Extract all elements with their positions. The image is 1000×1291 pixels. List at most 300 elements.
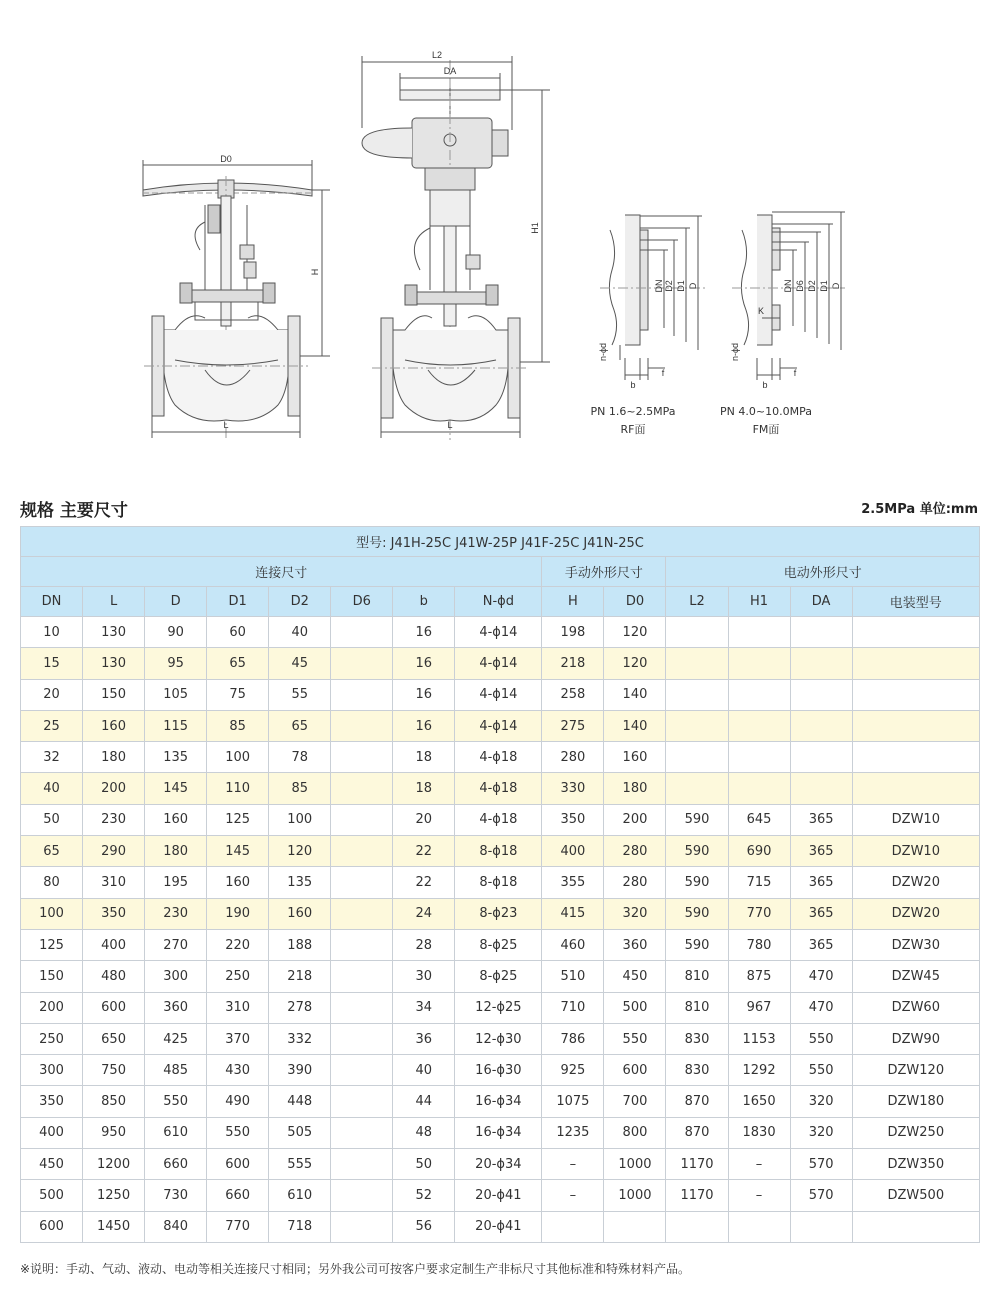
label-rf-nd: n-ϕd: [598, 342, 608, 362]
table-cell: 470: [790, 992, 852, 1023]
table-cell: 360: [604, 929, 666, 960]
table-cell: 20: [393, 804, 455, 835]
table-cell: 470: [790, 961, 852, 992]
table-cell: 850: [83, 1086, 145, 1117]
table-cell: 160: [269, 898, 331, 929]
table-cell: 1235: [542, 1117, 604, 1148]
table-cell: 45: [269, 648, 331, 679]
table-cell: 60: [207, 617, 269, 648]
table-cell: 16: [393, 710, 455, 741]
table-cell: [331, 1055, 393, 1086]
table-cell: 110: [207, 773, 269, 804]
table-cell: DZW30: [852, 929, 979, 960]
table-cell: [604, 1211, 666, 1242]
label-rf-d: D: [688, 282, 698, 290]
table-cell: 120: [604, 648, 666, 679]
label-rf-f: f: [661, 368, 665, 378]
table-cell: 320: [790, 1117, 852, 1148]
table-cell: 370: [207, 1023, 269, 1054]
table-cell: 120: [269, 836, 331, 867]
column-header: N-ϕd: [455, 587, 542, 617]
table-cell: [852, 773, 979, 804]
table-cell: 365: [790, 898, 852, 929]
table-cell: [852, 679, 979, 710]
table-cell: 16-ϕ30: [455, 1055, 542, 1086]
table-cell: 650: [83, 1023, 145, 1054]
column-header: DA: [790, 587, 852, 617]
table-cell: 300: [21, 1055, 83, 1086]
table-cell: 270: [145, 929, 207, 960]
table-cell: DZW120: [852, 1055, 979, 1086]
table-cell: 448: [269, 1086, 331, 1117]
fm-flange-drawing: [732, 212, 845, 380]
table-cell: 600: [21, 1211, 83, 1242]
table-cell: [790, 773, 852, 804]
table-cell: 160: [207, 867, 269, 898]
table-cell: 570: [790, 1149, 852, 1180]
table-row: [21, 1211, 980, 1242]
table-cell: 278: [269, 992, 331, 1023]
pressure-unit-label: 2.5MPa 单位:mm: [861, 502, 978, 517]
table-cell: 430: [207, 1055, 269, 1086]
table-cell: 218: [269, 961, 331, 992]
table-cell: 1650: [728, 1086, 790, 1117]
label-d0: D0: [220, 154, 232, 164]
table-cell: 550: [790, 1023, 852, 1054]
table-cell: [331, 617, 393, 648]
table-cell: 1170: [666, 1180, 728, 1211]
table-cell: DZW90: [852, 1023, 979, 1054]
table-cell: 4-ϕ18: [455, 742, 542, 773]
table-cell: [666, 679, 728, 710]
table-cell: 400: [83, 929, 145, 960]
label-fm-k: K: [757, 306, 765, 316]
column-header: D: [145, 587, 207, 617]
table-cell: 460: [542, 929, 604, 960]
table-cell: 28: [393, 929, 455, 960]
label-fm-f: f: [793, 368, 797, 378]
table-cell: [331, 1149, 393, 1180]
fm-face-caption: FM面: [752, 423, 780, 436]
table-cell: 48: [393, 1117, 455, 1148]
table-cell: 195: [145, 867, 207, 898]
table-row: [21, 742, 980, 773]
table-cell: [666, 1211, 728, 1242]
table-cell: 710: [542, 992, 604, 1023]
column-header: D0: [604, 587, 666, 617]
label-rf-b: b: [630, 380, 636, 390]
column-header: b: [393, 587, 455, 617]
label-rf-dn: DN: [654, 279, 664, 293]
table-cell: [331, 1211, 393, 1242]
table-row: [21, 679, 980, 710]
table-cell: [331, 1117, 393, 1148]
label-rf-d2: D2: [664, 280, 674, 292]
table-cell: 188: [269, 929, 331, 960]
column-header: H: [542, 587, 604, 617]
manual-valve-drawing: [143, 160, 330, 440]
table-cell: 350: [542, 804, 604, 835]
table-cell: 1292: [728, 1055, 790, 1086]
table-cell: 4-ϕ14: [455, 679, 542, 710]
table-cell: –: [728, 1180, 790, 1211]
table-cell: 280: [542, 742, 604, 773]
table-cell: 1450: [83, 1211, 145, 1242]
table-cell: DZW45: [852, 961, 979, 992]
footnote: ※说明：手动、气动、液动、电动等相关连接尺寸相同；另外我公司可按客户要求定制生产非标尺寸其他标准和特殊材料产品。: [20, 1262, 691, 1276]
table-cell: [790, 742, 852, 773]
table-cell: 90: [145, 617, 207, 648]
table-cell: 660: [207, 1180, 269, 1211]
table-cell: 485: [145, 1055, 207, 1086]
table-cell: 715: [728, 867, 790, 898]
table-cell: 4-ϕ18: [455, 773, 542, 804]
table-cell: 160: [604, 742, 666, 773]
table-cell: [666, 710, 728, 741]
table-cell: 8-ϕ25: [455, 961, 542, 992]
table-cell: 275: [542, 710, 604, 741]
table-cell: 480: [83, 961, 145, 992]
table-cell: [331, 1180, 393, 1211]
table-row: [21, 836, 980, 867]
table-cell: 140: [604, 679, 666, 710]
table-cell: 925: [542, 1055, 604, 1086]
table-cell: 950: [83, 1117, 145, 1148]
table-row: [21, 648, 980, 679]
table-cell: 400: [542, 836, 604, 867]
table-cell: 160: [83, 710, 145, 741]
table-row: [21, 773, 980, 804]
table-cell: 135: [269, 867, 331, 898]
table-cell: [331, 898, 393, 929]
label-l-electric: L: [447, 420, 453, 430]
table-cell: 100: [269, 804, 331, 835]
table-cell: 870: [666, 1086, 728, 1117]
table-cell: [666, 773, 728, 804]
table-cell: 4-ϕ14: [455, 617, 542, 648]
column-header: D2: [269, 587, 331, 617]
table-cell: 600: [604, 1055, 666, 1086]
table-cell: 555: [269, 1149, 331, 1180]
table-cell: DZW20: [852, 867, 979, 898]
table-row: [21, 1023, 980, 1054]
table-cell: 390: [269, 1055, 331, 1086]
table-cell: 350: [21, 1086, 83, 1117]
table-cell: 1000: [604, 1149, 666, 1180]
table-cell: [666, 742, 728, 773]
label-fm-b: b: [762, 380, 768, 390]
table-cell: [331, 648, 393, 679]
table-cell: 355: [542, 867, 604, 898]
label-da: DA: [443, 66, 457, 76]
table-cell: DZW60: [852, 992, 979, 1023]
column-header: 电装型号: [852, 587, 979, 617]
table-cell: 800: [604, 1117, 666, 1148]
table-cell: 20-ϕ41: [455, 1180, 542, 1211]
column-header: D1: [207, 587, 269, 617]
table-cell: 510: [542, 961, 604, 992]
label-h1: H1: [530, 222, 540, 234]
table-cell: 200: [83, 773, 145, 804]
table-cell: 718: [269, 1211, 331, 1242]
table-cell: 34: [393, 992, 455, 1023]
table-row: [21, 1149, 980, 1180]
table-body: [21, 617, 980, 1243]
table-cell: 875: [728, 961, 790, 992]
table-row: [21, 710, 980, 741]
column-header: D6: [331, 587, 393, 617]
table-cell: [790, 1211, 852, 1242]
table-cell: 160: [145, 804, 207, 835]
table-cell: 280: [604, 836, 666, 867]
table-cell: 610: [145, 1117, 207, 1148]
table-cell: 330: [542, 773, 604, 804]
table-cell: 750: [83, 1055, 145, 1086]
table-cell: 1153: [728, 1023, 790, 1054]
table-cell: DZW10: [852, 804, 979, 835]
table-cell: 24: [393, 898, 455, 929]
table-cell: 85: [269, 773, 331, 804]
table-cell: 56: [393, 1211, 455, 1242]
column-header: DN: [21, 587, 83, 617]
table-cell: 16: [393, 617, 455, 648]
table-cell: –: [542, 1180, 604, 1211]
table-cell: 12-ϕ30: [455, 1023, 542, 1054]
table-cell: [331, 961, 393, 992]
table-cell: 332: [269, 1023, 331, 1054]
table-cell: 600: [207, 1149, 269, 1180]
table-row: [21, 867, 980, 898]
table-cell: 690: [728, 836, 790, 867]
table-cell: 250: [207, 961, 269, 992]
table-cell: 220: [207, 929, 269, 960]
column-header: L2: [666, 587, 728, 617]
table-cell: DZW500: [852, 1180, 979, 1211]
table-cell: 40: [393, 1055, 455, 1086]
table-cell: 100: [21, 898, 83, 929]
table-cell: 870: [666, 1117, 728, 1148]
table-cell: 50: [21, 804, 83, 835]
group-manual-dims: 手动外形尺寸: [542, 557, 666, 587]
table-cell: 25: [21, 710, 83, 741]
table-cell: [852, 1211, 979, 1242]
table-cell: 425: [145, 1023, 207, 1054]
table-cell: 80: [21, 867, 83, 898]
table-cell: 198: [542, 617, 604, 648]
table-cell: [542, 1211, 604, 1242]
table-cell: 12-ϕ25: [455, 992, 542, 1023]
table-cell: 660: [145, 1149, 207, 1180]
table-cell: [790, 648, 852, 679]
table-cell: 1170: [666, 1149, 728, 1180]
table-cell: 1250: [83, 1180, 145, 1211]
table-cell: 150: [83, 679, 145, 710]
table-cell: 490: [207, 1086, 269, 1117]
table-cell: 22: [393, 836, 455, 867]
table-cell: 200: [604, 804, 666, 835]
table-cell: 8-ϕ25: [455, 929, 542, 960]
table-cell: 450: [21, 1149, 83, 1180]
table-cell: 365: [790, 804, 852, 835]
table-cell: 365: [790, 867, 852, 898]
table-cell: 786: [542, 1023, 604, 1054]
table-cell: DZW10: [852, 836, 979, 867]
table-cell: 40: [21, 773, 83, 804]
valve-drawings-svg: [0, 0, 1000, 470]
label-fm-dn: DN: [783, 279, 793, 293]
label-rf-d1: D1: [676, 280, 686, 292]
table-cell: [790, 679, 852, 710]
table-cell: 230: [83, 804, 145, 835]
table-cell: [728, 679, 790, 710]
table-cell: 130: [83, 648, 145, 679]
table-cell: [790, 617, 852, 648]
table-cell: 320: [604, 898, 666, 929]
table-cell: 600: [83, 992, 145, 1023]
table-cell: [728, 617, 790, 648]
table-cell: 967: [728, 992, 790, 1023]
table-cell: 15: [21, 648, 83, 679]
table-cell: 415: [542, 898, 604, 929]
table-cell: 590: [666, 898, 728, 929]
table-cell: 120: [604, 617, 666, 648]
table-cell: DZW350: [852, 1149, 979, 1180]
table-cell: 770: [728, 898, 790, 929]
table-cell: 730: [145, 1180, 207, 1211]
table-row: [21, 617, 980, 648]
label-fm-d6: D6: [795, 280, 805, 292]
table-cell: 8-ϕ23: [455, 898, 542, 929]
table-cell: 590: [666, 867, 728, 898]
table-cell: 590: [666, 804, 728, 835]
table-cell: 135: [145, 742, 207, 773]
table-cell: 150: [21, 961, 83, 992]
table-row: [21, 1180, 980, 1211]
table-cell: 78: [269, 742, 331, 773]
rf-pressure-caption: PN 1.6~2.5MPa: [590, 405, 676, 418]
table-cell: 500: [604, 992, 666, 1023]
table-cell: –: [728, 1149, 790, 1180]
table-cell: 1200: [83, 1149, 145, 1180]
table-cell: 65: [207, 648, 269, 679]
table-cell: –: [542, 1149, 604, 1180]
table-cell: 280: [604, 867, 666, 898]
table-cell: 190: [207, 898, 269, 929]
table-cell: 22: [393, 867, 455, 898]
table-cell: 810: [666, 992, 728, 1023]
table-cell: 505: [269, 1117, 331, 1148]
table-cell: 65: [269, 710, 331, 741]
table-cell: 550: [604, 1023, 666, 1054]
label-fm-d2: D2: [807, 280, 817, 292]
table-cell: 610: [269, 1180, 331, 1211]
table-cell: [331, 836, 393, 867]
table-cell: 115: [145, 710, 207, 741]
table-cell: [852, 742, 979, 773]
table-cell: 1075: [542, 1086, 604, 1117]
table-cell: 780: [728, 929, 790, 960]
table-cell: DZW20: [852, 898, 979, 929]
table-cell: 550: [790, 1055, 852, 1086]
table-cell: 645: [728, 804, 790, 835]
table-cell: 105: [145, 679, 207, 710]
label-fm-nd: n-ϕd: [730, 342, 740, 362]
table-cell: 1830: [728, 1117, 790, 1148]
table-cell: 16: [393, 679, 455, 710]
fm-pressure-caption: PN 4.0~10.0MPa: [720, 405, 812, 418]
table-cell: [331, 867, 393, 898]
column-header-row: [21, 587, 980, 617]
table-cell: 360: [145, 992, 207, 1023]
table-cell: 320: [790, 1086, 852, 1117]
table-row: [21, 1117, 980, 1148]
label-h: H: [310, 268, 320, 276]
section-title: 规格 主要尺寸: [20, 501, 128, 521]
table-cell: DZW250: [852, 1117, 979, 1148]
group-electric-dims: 电动外形尺寸: [666, 557, 980, 587]
table-cell: 180: [83, 742, 145, 773]
table-cell: 365: [790, 836, 852, 867]
table-cell: [331, 929, 393, 960]
table-cell: 16-ϕ34: [455, 1086, 542, 1117]
table-cell: [331, 1023, 393, 1054]
table-cell: 830: [666, 1023, 728, 1054]
table-cell: 85: [207, 710, 269, 741]
table-cell: [728, 742, 790, 773]
table-cell: 100: [207, 742, 269, 773]
group-connection-dims: 连接尺寸: [21, 557, 542, 587]
table-cell: 125: [207, 804, 269, 835]
table-row: [21, 804, 980, 835]
table-cell: 830: [666, 1055, 728, 1086]
table-cell: [666, 648, 728, 679]
table-cell: 550: [145, 1086, 207, 1117]
column-header: H1: [728, 587, 790, 617]
table-row: [21, 992, 980, 1023]
table-cell: 30: [393, 961, 455, 992]
table-cell: 44: [393, 1086, 455, 1117]
table-cell: [666, 617, 728, 648]
table-cell: 16-ϕ34: [455, 1117, 542, 1148]
table-cell: 10: [21, 617, 83, 648]
table-cell: 36: [393, 1023, 455, 1054]
table-cell: 218: [542, 648, 604, 679]
table-cell: [331, 773, 393, 804]
label-l2: L2: [431, 50, 443, 60]
table-cell: 16: [393, 648, 455, 679]
table-cell: 4-ϕ18: [455, 804, 542, 835]
table-cell: 700: [604, 1086, 666, 1117]
table-cell: 770: [207, 1211, 269, 1242]
table-row: [21, 929, 980, 960]
table-cell: [331, 679, 393, 710]
table-cell: 250: [21, 1023, 83, 1054]
rf-flange-drawing: [600, 215, 705, 380]
table-cell: 145: [145, 773, 207, 804]
table-cell: 230: [145, 898, 207, 929]
technical-drawings: [0, 0, 1000, 470]
table-cell: 130: [83, 617, 145, 648]
table-cell: [728, 1211, 790, 1242]
table-cell: 145: [207, 836, 269, 867]
electric-valve-drawing: [362, 56, 550, 440]
dimension-table: [20, 526, 980, 1243]
column-header: L: [83, 587, 145, 617]
table-cell: [331, 804, 393, 835]
table-cell: 840: [145, 1211, 207, 1242]
table-cell: 310: [83, 867, 145, 898]
label-fm-d: D: [831, 282, 841, 290]
